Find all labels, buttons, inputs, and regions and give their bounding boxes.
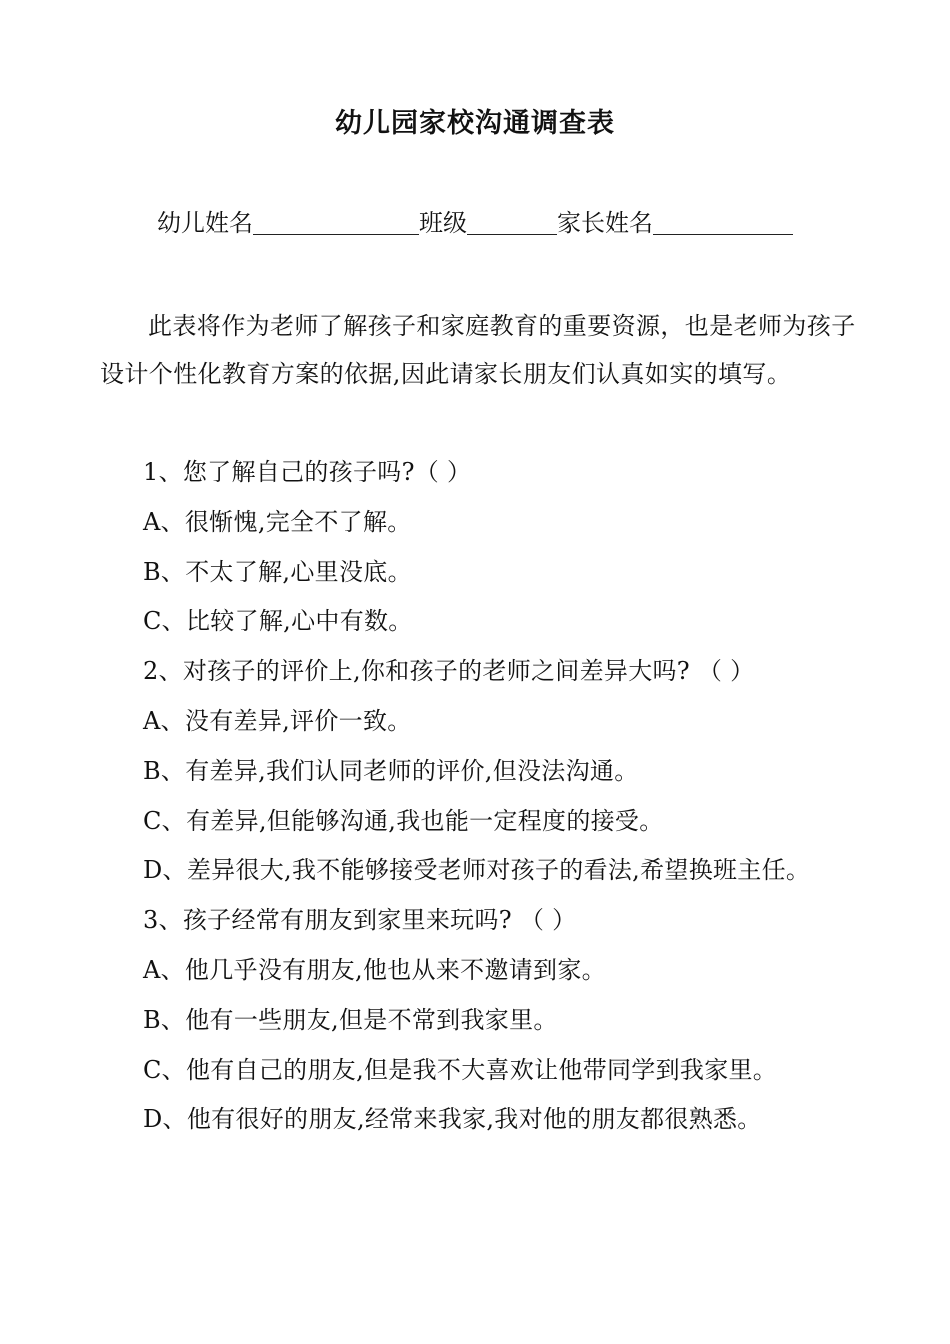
- question-list: [143, 450, 923, 1147]
- question-3-option-d: D、他有很好的朋友,经常来我家,我对他的朋友都很熟悉。: [143, 1105, 762, 1134]
- class-blank[interactable]: [467, 208, 557, 235]
- question-3: 3、孩子经常有朋友到家里来玩吗? （ ）: [143, 906, 577, 935]
- question-1-option-b: B、不太了解,心里没底。: [143, 557, 412, 586]
- question-2: 2、对孩子的评价上,你和孩子的老师之间差异大吗? （ ）: [143, 657, 755, 686]
- child-name-label: 幼儿姓名: [157, 209, 253, 237]
- question-3-option-c: C、他有自己的朋友,但是我不大喜欢让他带同学到我家里。: [143, 1055, 778, 1084]
- question-1-option-c: C、比较了解,心中有数。: [143, 607, 413, 636]
- question-2-option-b: B、有差异,我们认同老师的评价,但没法沟通。: [143, 756, 639, 785]
- question-1-option-a: A、很惭愧,完全不了解。: [143, 507, 412, 536]
- question-2-option-d: D、差异很大,我不能够接受老师对孩子的看法,希望换班主任。: [143, 856, 811, 885]
- question-2-option-c: C、有差异,但能够沟通,我也能一定程度的接受。: [143, 806, 664, 835]
- page-title: 幼儿园家校沟通调查表: [335, 108, 615, 139]
- class-label: 班级: [419, 209, 467, 237]
- question-1: 1、您了解自己的孩子吗?（ ）: [143, 458, 472, 486]
- question-3-option-b: B、他有一些朋友,但是不常到我家里。: [143, 1005, 558, 1034]
- question-2-option-a: A、没有差异,评价一致。: [143, 706, 412, 735]
- parent-name-label: 家长姓名: [557, 209, 653, 237]
- intro-paragraph: 此表将作为老师了解孩子和家庭教育的重要资源，也是老师为孩子设计个性化教育方案的依据,因此请家长朋友们认真如实的填写。: [100, 312, 856, 388]
- question-3-option-a: A、他几乎没有朋友,他也从来不邀请到家。: [143, 955, 606, 984]
- parent-name-blank[interactable]: [653, 208, 793, 235]
- child-name-blank[interactable]: [253, 208, 419, 235]
- info-line: [157, 204, 793, 242]
